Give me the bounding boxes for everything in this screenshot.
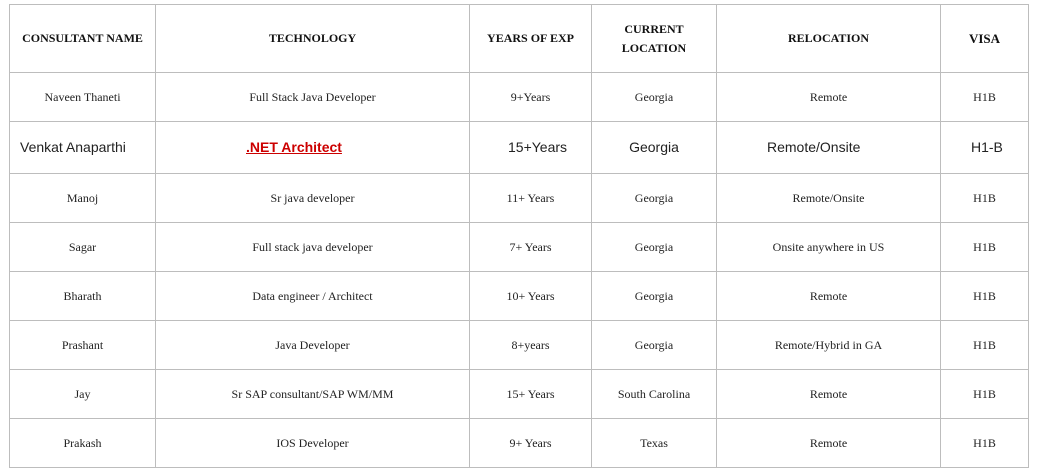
table-row <box>10 122 1029 174</box>
consultants-table <box>9 4 1029 468</box>
cell-name: Venkat Anaparthi <box>10 122 156 174</box>
table-row <box>10 370 1029 419</box>
cell-experience: 8+years <box>470 321 592 370</box>
cell-location: Georgia <box>592 174 717 223</box>
table-row <box>10 73 1029 122</box>
cell-location: Georgia <box>592 272 717 321</box>
cell-name: Jay <box>10 370 156 419</box>
cell-relocation: Remote <box>717 370 941 419</box>
header-visa: VISA <box>941 5 1029 73</box>
header-location-line2: LOCATION <box>621 40 687 55</box>
table-row <box>10 321 1029 370</box>
cell-experience: 15+ Years <box>470 370 592 419</box>
cell-relocation: Remote/Onsite <box>717 122 941 174</box>
cell-technology: Data engineer / Architect <box>156 272 470 321</box>
cell-location: Georgia <box>592 321 717 370</box>
cell-technology: Sr java developer <box>156 174 470 223</box>
cell-visa: H1B <box>941 223 1029 272</box>
cell-technology: IOS Developer <box>156 419 470 468</box>
cell-visa: H1B <box>941 272 1029 321</box>
cell-technology <box>156 122 470 174</box>
cell-technology: Full stack java developer <box>156 223 470 272</box>
cell-technology: Sr SAP consultant/SAP WM/MM <box>156 370 470 419</box>
header-consultant-name: CONSULTANT NAME <box>10 5 156 73</box>
table-body <box>10 73 1029 468</box>
header-row <box>10 5 1029 73</box>
cell-location: Georgia <box>592 73 717 122</box>
header-relocation: RELOCATION <box>717 5 941 73</box>
cell-name: Naveen Thaneti <box>10 73 156 122</box>
header-years-of-exp: YEARS OF EXP <box>470 5 592 73</box>
cell-relocation: Remote/Onsite <box>717 174 941 223</box>
header-location-line1: CURRENT <box>624 21 684 36</box>
cell-experience: 9+ Years <box>470 419 592 468</box>
technology-link[interactable]: .NET Architect <box>246 139 342 155</box>
cell-experience: 7+ Years <box>470 223 592 272</box>
table-row <box>10 223 1029 272</box>
cell-name: Manoj <box>10 174 156 223</box>
header-technology: TECHNOLOGY <box>156 5 470 73</box>
cell-location: South Carolina <box>592 370 717 419</box>
cell-visa: H1B <box>941 419 1029 468</box>
cell-relocation: Remote/Hybrid in GA <box>717 321 941 370</box>
table-row <box>10 174 1029 223</box>
cell-name: Prakash <box>10 419 156 468</box>
table-row <box>10 419 1029 468</box>
cell-visa: H1B <box>941 73 1029 122</box>
cell-location: Texas <box>592 419 717 468</box>
table-row <box>10 272 1029 321</box>
cell-name: Prashant <box>10 321 156 370</box>
cell-location: Georgia <box>592 122 717 174</box>
cell-experience: 9+Years <box>470 73 592 122</box>
cell-visa: H1B <box>941 370 1029 419</box>
cell-technology: Java Developer <box>156 321 470 370</box>
cell-visa: H1B <box>941 321 1029 370</box>
table-header <box>10 5 1029 73</box>
cell-relocation: Remote <box>717 73 941 122</box>
cell-visa: H1B <box>941 174 1029 223</box>
cell-relocation: Onsite anywhere in US <box>717 223 941 272</box>
cell-experience: 15+Years <box>470 122 592 174</box>
cell-technology: Full Stack Java Developer <box>156 73 470 122</box>
cell-location: Georgia <box>592 223 717 272</box>
cell-name: Bharath <box>10 272 156 321</box>
cell-relocation: Remote <box>717 419 941 468</box>
cell-visa: H1-B <box>941 122 1029 174</box>
cell-relocation: Remote <box>717 272 941 321</box>
cell-experience: 10+ Years <box>470 272 592 321</box>
cell-experience: 11+ Years <box>470 174 592 223</box>
cell-name: Sagar <box>10 223 156 272</box>
header-current-location <box>592 5 717 73</box>
